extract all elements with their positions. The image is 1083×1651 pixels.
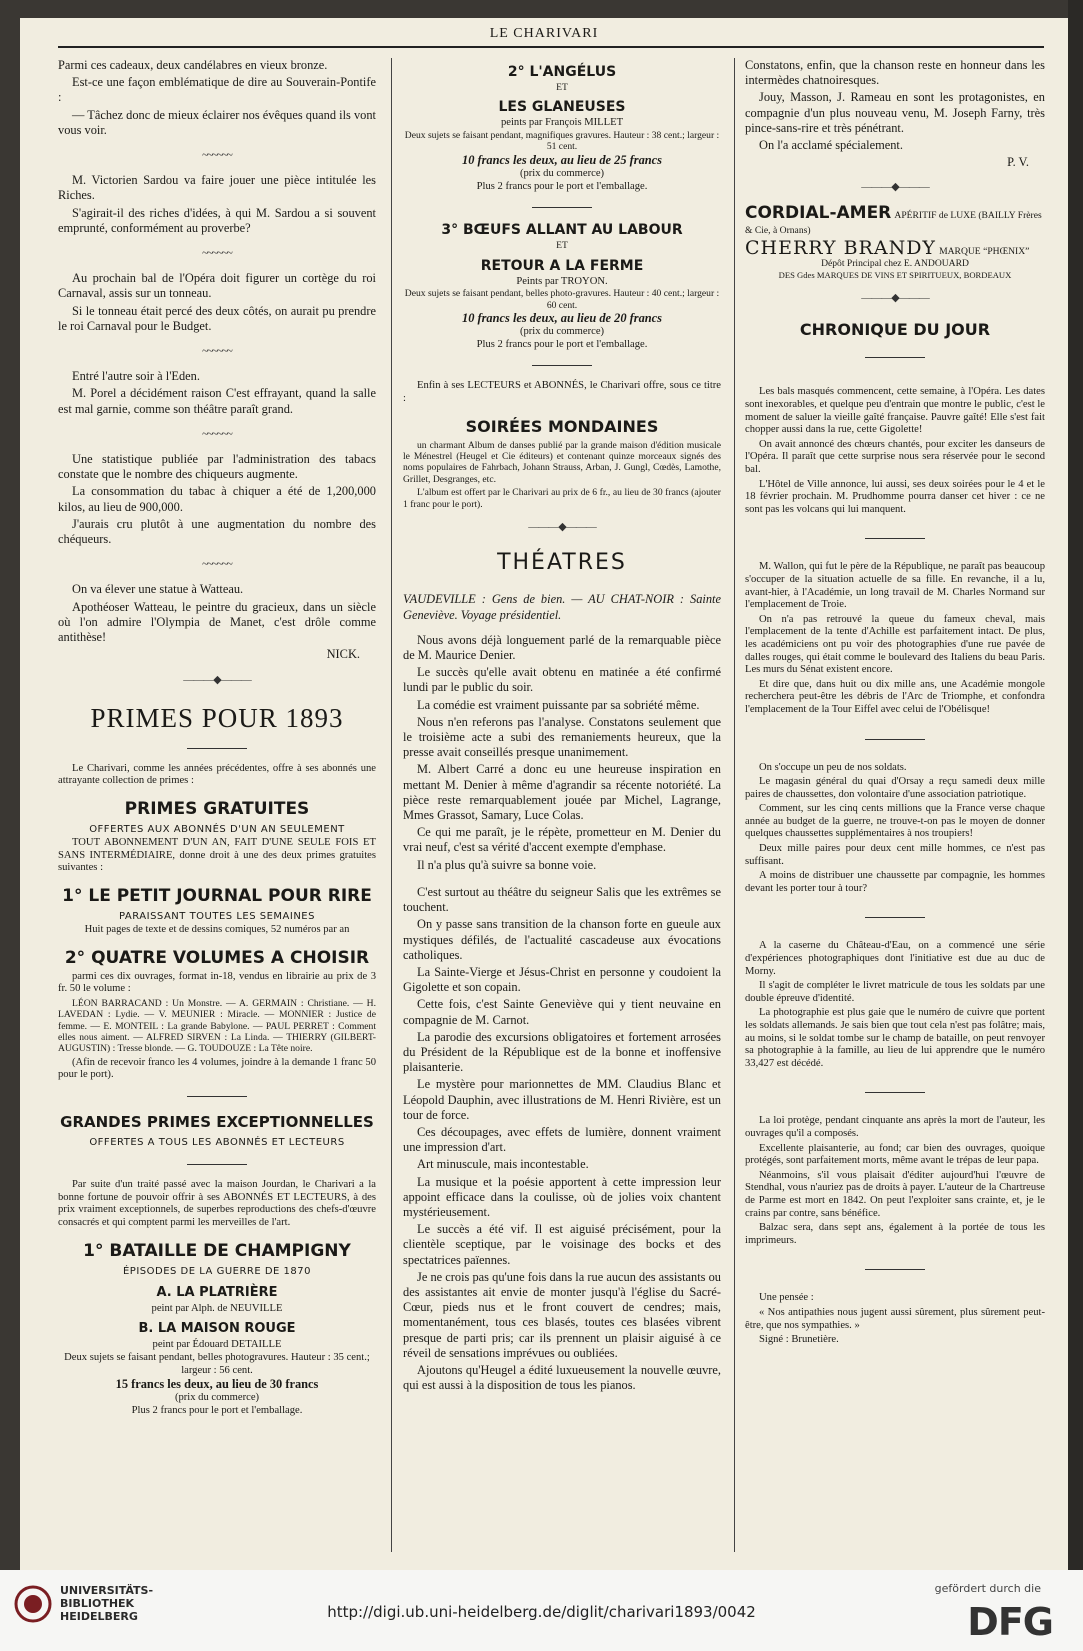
footer-bar: [0, 1570, 1083, 1651]
boeufs-title: 3° BŒUFS ALLANT AU LABOUR: [441, 222, 683, 239]
maison-rouge-author: peint par Édouard DETAILLE: [152, 1339, 282, 1351]
boeufs-price-note: (prix du commerce): [519, 326, 605, 338]
paragraph: Si le tonneau était percé des deux côtés, on aurait pu prendre le roi Carnaval pour le Budget.: [58, 303, 376, 333]
grandes-text: Par suite d'un traité passé avec la maison Jourdan, le Charivari a la bonne fortune de pouvoir offrir à ses ABONNÉS ET LECTEURS, à des prix vraiment exceptionnels, de superbes reproductions des chefs-d'œuvre consacrés et qui comptent parmi les merveilles de l'art.: [58, 1179, 376, 1229]
bataille-title: 1° BATAILLE DE CHAMPIGNY: [83, 1240, 351, 1261]
paragraph: Jouy, Masson, J. Rameau en sont les protagonistes, en compagnie d'un plus nouveau venu, M. Joseph Farny, très pince-sans-rire et très pénétrant.: [745, 90, 1045, 135]
boeufs-description: Deux sujets se faisant pendant, belles photo-gravures. Hauteur : 40 cent.; largeur : 60 cent.: [404, 288, 720, 311]
volumes-list: LÉON BARRACAND : Un Monstre. — A. GERMAIN : Christiane. — H. LAVEDAN : Lydie. — V. MEUNIER : Miracle. — MONNIER : Justice de femme. — E. MONTEIL : La grande Babylone. — PAUL PERRET : Comment elles nous aiment. — ALFRED SIRVEN : La Linda. — THIERRY (GILBERT-AUGUSTIN) : Tresse blonde. — G. TOUDOUZE : La Tête noire.: [58, 997, 376, 1055]
short-rule: [865, 538, 925, 539]
primes-title: PRIMES POUR 1893: [90, 702, 344, 733]
top-rule: [58, 46, 1044, 48]
paragraph: Une pensée :: [759, 1292, 814, 1304]
retour-title: RETOUR A LA FERME: [480, 257, 644, 274]
chronique-title: CHRONIQUE DU JOUR: [799, 320, 991, 340]
separator-ornament: ~~~~~~: [202, 345, 232, 358]
short-rule: [532, 207, 592, 208]
paragraph: Art minuscule, mais incontestable.: [417, 1157, 589, 1172]
paragraph: Parmi ces cadeaux, deux candélabres en vieux bronze.: [58, 58, 328, 72]
paragraph: La musique et la poésie apportent à cette impression leur appoint efficace dans la coulisse, où de jolies voix chantent mystérieusement.: [403, 1174, 721, 1219]
newspaper-page: [20, 18, 1068, 1570]
separator-ornament: ———◆———: [183, 673, 251, 686]
short-rule: [865, 917, 925, 918]
masthead: LE CHARIVARI: [489, 26, 599, 41]
separator-ornament: ~~~~~~: [202, 149, 232, 162]
paragraph: On avait annoncé des chœurs chantés, pour exciter les danseurs de l'Opéra. Il paraît que cette surprise nous sera réservée pour le second bal.: [745, 438, 1045, 476]
separator-ornament: ———◆———: [861, 292, 929, 305]
bataille-description: Deux sujets se faisant pendant, belles photogravures. Hauteur : 35 cent.; largeur : 56 cent.: [64, 1352, 370, 1376]
paragraph: La comédie est vraiment puissante par sa sobriété même.: [417, 697, 700, 712]
gratuites-title: PRIMES GRATUITES: [124, 798, 310, 819]
paragraph: La loi protège, pendant cinquante ans après la mort de l'auteur, les ouvrages qu'il a composés.: [745, 1115, 1045, 1139]
paragraph: La parodie des excursions obligatoires et fortement arrosées du Président de la République est de la bonne et inoffensive plaisanterie.: [403, 1029, 721, 1075]
paragraph: Les bals masqués commencent, cette semaine, à l'Opéra. Les dates sont inexorables, et quelque peu d'entrain que montre le public, c'est le moment de saluer la vieille gaîté française. Pauvre gaîté! Elle s'est fait chopper aussi dans la rue, cette Gigolette!: [745, 386, 1045, 436]
short-rule: [865, 357, 925, 358]
angelus-price-note: (prix du commerce): [519, 168, 605, 180]
paragraph: Une statistique publiée par l'administration des tabacs constate que le nombre des chiqueurs augmente.: [58, 452, 376, 482]
volumes-title: 2° QUATRE VOLUMES A CHOISIR: [64, 947, 370, 968]
angelus-description: Deux sujets se faisant pendant, magnifiques gravures. Hauteur : 38 cent.; largeur : 51 cent.: [404, 130, 720, 153]
soirees-title: SOIRÉES MONDAINES: [465, 416, 659, 436]
paragraph: J'aurais cru plutôt à une augmentation du nombre des chéqueurs.: [58, 516, 376, 547]
grandes-subtitle: OFFERTES A TOUS LES ABONNÉS ET LECTEURS: [89, 1137, 345, 1149]
platriere-author: peint par Alph. de NEUVILLE: [151, 1302, 283, 1314]
paragraph: S'agirait-il des riches d'idées, à qui M. Sardou a si souvent emprunté, conformément au proverbe?: [58, 205, 376, 235]
maison-rouge-title: B. LA MAISON ROUGE: [138, 1321, 296, 1337]
paragraph: A la caserne du Château-d'Eau, on a commencé une série d'expériences photographiques dont l'initiative est due au duc de Morny.: [745, 940, 1045, 977]
column-divider-2: [734, 58, 735, 1552]
theatres-lead: VAUDEVILLE : Gens de bien. — AU CHAT-NOIR : Sainte Geneviève. Voyage présidentiel.: [403, 592, 721, 622]
short-rule: [532, 365, 592, 366]
et-label: ET: [556, 240, 568, 252]
paragraph: Le magasin général du quai d'Orsay a reçu samedi deux mille paires de chaussettes, don volontaire d'une association patriotique.: [745, 776, 1045, 800]
volumes-note: (Afin de recevoir franco les 4 volumes, joindre à la demande 1 franc 50 pour le port).: [58, 1056, 376, 1081]
column-2: [403, 58, 721, 1395]
bataille-price: 15 francs les deux, au lieu de 30 francs: [115, 1377, 319, 1392]
dfg-logo[interactable]: DFG: [967, 1600, 1053, 1644]
primes-intro: Le Charivari, comme les années précédentes, offre à ses abonnés une attrayante collection de primes :: [58, 762, 376, 787]
paragraph: M. Porel a décidément raison C'est effrayant, quand la salle est mal garnie, comme son théâtre paraît grand.: [58, 386, 376, 416]
soirees-price: L'album est offert par le Charivari au prix de 6 fr., au lieu de 30 francs (ajouter 1 franc pour le port).: [403, 487, 721, 510]
soirees-intro: Enfin à ses LECTEURS et ABONNÉS, le Charivari offre, sous ce titre :: [403, 380, 721, 404]
separator-ornament: ———◆———: [861, 181, 929, 194]
institution-line: UNIVERSITÄTS-: [60, 1584, 154, 1597]
paragraph: Le succès a été vif. Il est aiguisé précisément, pour la clientèle sceptique, par le voisinage des bocks et des spectatrices païennes.: [403, 1222, 721, 1267]
separator-ornament: ———◆———: [528, 521, 596, 534]
paragraph: Le succès qu'elle avait obtenu en matinée a été confirmé lundi par le public du soir.: [403, 665, 721, 695]
paragraph: Le mystère pour marionnettes de MM. Claudius Blanc et Léopold Dauphin, avec illustrations de M. Henri Rivière, est un tour de force.: [403, 1077, 721, 1122]
ad-depot: Dépôt Principal chez E. ANDOUARD: [821, 258, 969, 270]
paragraph: Cette fois, c'est Sainte Geneviève qui y tient neuvaine en compagnie de M. Carnot.: [403, 997, 721, 1027]
short-rule: [865, 1269, 925, 1270]
paragraph: Est-ce une façon emblématique de dire au Souverain-Pontife :: [58, 75, 376, 105]
signature: P. V.: [1007, 155, 1029, 170]
column-3: [745, 58, 1045, 1349]
bataille-port: Plus 2 francs pour le port et l'emballage.: [131, 1405, 303, 1417]
theatres-title: THÉATRES: [497, 550, 627, 576]
paragraph: C'est surtout au théâtre du seigneur Salis que les extrêmes se touchent.: [403, 884, 721, 915]
paragraph: Ces découpages, avec effets de lumière, donnent vraiment une impression d'art.: [403, 1124, 721, 1155]
paragraph: — Tâchez donc de mieux éclairer nos évêques quand ils vont vous voir.: [58, 107, 376, 137]
paragraph: A moins de distribuer une chaussette par compagnie, les hommes devant les porter tour à tour?: [745, 870, 1045, 894]
boeufs-price: 10 francs les deux, au lieu de 20 francs: [462, 311, 662, 326]
paragraph: « Nos antipathies nous jugent aussi sûrement, plus sûrement peut-être, que nos sympathies. »: [745, 1306, 1045, 1331]
paragraph: M. Wallon, qui fut le père de la République, ne paraît pas beaucoup s'occuper de la situation actuelle de sa fille. En revanche, il a lu, avant-hier, à l'Académie, un long travail de M. Charles Normand sur l'emplacement de Troie.: [745, 561, 1045, 611]
signature: NICK.: [326, 647, 360, 662]
bataille-price-note: (prix du commerce): [174, 1392, 260, 1404]
paragraph: On va élever une statue à Watteau.: [72, 582, 244, 597]
paragraph: Il s'agit de compléter le livret matricule de tous les soldats par une double épreuve d'identité.: [745, 980, 1045, 1004]
ad-cordial-amer: CORDIAL-AMER: [745, 202, 892, 223]
et-label: ET: [556, 82, 568, 93]
institution-line: HEIDELBERG: [60, 1610, 138, 1623]
paragraph: On n'a pas retrouvé la queue du fameux cheval, mais l'emplacement de la tente d'Achille est parfaitement intact. De plus, les académiciens ont pu voir des photographies d'une rue pavée de dalles rouges, qui était comme le boulevard des Italiens du beau Paris. Les murs du Sénat existent encore.: [745, 613, 1045, 676]
paragraph: On l'a acclamé spécialement.: [759, 138, 903, 153]
paragraph: Balzac sera, dans sept ans, également à la portée de tous les imprimeurs.: [745, 1222, 1045, 1246]
paragraph: Au prochain bal de l'Opéra doit figurer un cortège du roi Carnaval, assis sur un tonneau.: [58, 271, 376, 301]
paragraph: La consommation du tabac à chiquer a été de 1,200,000 kilos, au lieu de 900,000.: [58, 484, 376, 514]
paragraph: M. Victorien Sardou va faire jouer une pièce intitulée les Riches.: [58, 173, 376, 203]
paragraph: Nous n'en referons pas l'analyse. Constatons seulement que le troisième acte a subi des remaniements heureux, que la presse avait conseillés presque unanimement.: [403, 714, 721, 760]
ad-cordial-small: APÉRITIF de LUXE (BAILLY Frères & Cie, à Ornans): [745, 209, 1042, 236]
paragraph: Ce qui me paraît, je le répète, prometteur en M. Denier du vrai neuf, c'est sa vérité d'accent exempte d'emphase.: [403, 825, 721, 855]
paragraph: Il n'a plus qu'à suivre sa bonne voie.: [417, 857, 597, 872]
funded-by-label: gefördert durch die: [934, 1582, 1041, 1595]
ad-depot-2: DES Gdes MARQUES DE VINS ET SPIRITUEUX, BORDEAUX: [778, 269, 1012, 280]
short-rule: [187, 748, 247, 749]
institution-line: BIBLIOTHEK: [60, 1597, 135, 1610]
short-rule: [865, 1092, 925, 1093]
paragraph: Excellente plaisanterie, au fond; car bien des ouvrages, quoique protégés, sont parfaitement morts, même avant le trépas de leur papa.: [745, 1142, 1045, 1167]
paragraph: Néanmoins, s'il vous plaisait d'éditer aujourd'hui l'œuvre de Stendhal, vous n'auriez pas de droits à payer. L'auteur de la Chartreuse de Parme est mort en 1842. On peut l'exploiter sans crainte, et, je le crains par contre, sans bénéfice.: [745, 1169, 1045, 1219]
paragraph: Je ne crois pas qu'une fois dans la rue aucun des assistants ou des assistantes ait envie de monter jusqu'à l'église du Sacré-Cœur, pieds nus et le front couvert de cendres; mais, momentanément, tous ces blasés, toutes ces blasées vibrent presque de parti pris; car ils prennent un plaisir aiguisé à ce réveil de sensations imprévues ou oubliées.: [403, 1269, 721, 1360]
platriere-title: A. LA PLATRIÈRE: [156, 1284, 278, 1300]
bataille-subtitle: ÉPISODES DE LA GUERRE DE 1870: [122, 1265, 311, 1277]
separator-ornament: ~~~~~~: [202, 558, 232, 571]
glaneuses-title: LES GLANEUSES: [498, 99, 626, 116]
ad-cherry-brand: MARQUE “PHŒNIX”: [939, 246, 1030, 258]
paragraph: La photographie est plus gaie que le numéro de cuivre que portent les soldats allemands. Je sais bien que tout cela n'est pas folâtre; mais, au moins, si le soldat tombe sur le champ de bataille, on peut renvoyer sa photographie à la famille, au lieu de lui apprendre que le numéro 33,427 est décédé.: [745, 1007, 1045, 1069]
angelus-port: Plus 2 francs pour le port et l'emballage.: [476, 180, 648, 192]
paragraph: On y passe sans transition de la chanson forte en gueule aux mystiques défilés, de l'actualité cascadeuse aux évocations catholiques.: [403, 917, 721, 962]
petit-journal-title: 1° LE PETIT JOURNAL POUR RIRE: [62, 885, 372, 906]
short-rule: [865, 739, 925, 740]
separator-ornament: ~~~~~~: [202, 247, 232, 260]
paragraph: Entré l'autre soir à l'Eden.: [72, 369, 200, 384]
paragraph: Apothéoser Watteau, le peintre du gracieux, dans un siècle où l'on admire l'Olympia de Manet, c'est drôle comme antithèse!: [58, 599, 376, 645]
separator-ornament: ~~~~~~: [202, 427, 232, 440]
short-rule: [187, 1164, 247, 1165]
source-url[interactable]: http://digi.ub.uni-heidelberg.de/diglit/charivari1893/0042: [327, 1603, 756, 1621]
short-rule: [187, 1096, 247, 1097]
column-1: [58, 58, 376, 1418]
paragraph: Comment, sur les cinq cents millions que la France verse chaque année au budget de la guerre, ne trouve-t-on pas le moyen de donner quelques chaussettes supplémentaires à nos troupiers!: [745, 803, 1045, 840]
paragraph: On s'occupe un peu de nos soldats.: [759, 761, 907, 773]
millet-author: peints par François MILLET: [500, 117, 624, 129]
soirees-text: un charmant Album de danses publié par la grande maison d'édition musicale le Ménestrel (Heugel et Cie éditeurs) et contenant quinze morceaux signés des noms populaires de Fahrbach, Johann Strauss, Arban, J. Gungl, Cœdès, Lamothe, Grillet, Desgranges, etc.: [403, 439, 721, 485]
paragraph: L'Hôtel de Ville annonce, lui aussi, ses deux soirées pour le 4 et le 18 février prochain. M. Prudhomme pourra danser cet hiver : ce ne sont pas les volcans qui lui manquent.: [745, 478, 1045, 515]
column-divider-1: [391, 58, 392, 1552]
volumes-text: parmi ces dix ouvrages, format in-18, vendus en librairie au prix de 3 fr. 50 le volume :: [58, 970, 376, 995]
paragraph: Constatons, enfin, que la chanson reste en honneur dans les intermèdes chatnoiresques.: [745, 58, 1045, 88]
paragraph: Nous avons déjà longuement parlé de la remarquable pièce de M. Maurice Denier.: [403, 632, 721, 663]
paragraph: Deux mille paires pour deux cent mille hommes, ce n'est pas suffisant.: [745, 843, 1045, 867]
paragraph: Signé : Brunetière.: [759, 1334, 839, 1346]
petit-journal-subtitle: PARAISSANT TOUTES LES SEMAINES: [119, 910, 315, 922]
paragraph: Ajoutons qu'Heugel a édité luxueusement la nouvelle œuvre, qui est aussi à la disposition de tous les pianos.: [403, 1362, 721, 1393]
page-edge-strip: [1068, 0, 1083, 1570]
paragraph: La Sainte-Vierge et Jésus-Christ en personne y coudoient la Gigolette et son copain.: [403, 964, 721, 995]
gratuites-subtitle: OFFERTES AUX ABONNÉS D'UN AN SEULEMENT: [89, 823, 345, 835]
ad-cherry-brandy: CHERRY BRANDY: [745, 237, 936, 260]
grandes-title: GRANDES PRIMES EXCEPTIONNELLES: [60, 1113, 374, 1132]
advertisement: [745, 202, 1045, 237]
paragraph: Et dire que, dans huit ou dix mille ans, une Académie mongole recherchera peut-être les débris de l'Arc de Triomphe, et confondra l'emplacement de la Tour Eiffel avec celui de l'Obélisque!: [745, 678, 1045, 715]
angelus-title: 2° L'ANGÉLUS: [507, 64, 617, 80]
angelus-price: 10 francs les deux, au lieu de 25 francs: [462, 152, 662, 167]
paragraph: M. Albert Carré a donc eu une heureuse inspiration en mettant M. Denier à même d'agrandir sa récente notoriété. La pièce reste remarquablement jouée par Michel, Lagrange, Mmes Grassot, Samary, Luce Colas.: [403, 762, 721, 823]
boeufs-port: Plus 2 francs pour le port et l'emballage.: [476, 338, 648, 350]
gratuites-text: TOUT ABONNEMENT D'UN AN, FAIT D'UNE SEULE FOIS ET SANS INTERMÉDIAIRE, donne droit à une des deux primes gratuites suivantes :: [58, 837, 376, 874]
advertisement: [745, 237, 1045, 260]
petit-journal-text: Huit pages de texte et de dessins comiques, 52 numéros par an: [84, 924, 350, 936]
troyon-author: Peints par TROYON.: [516, 275, 608, 287]
